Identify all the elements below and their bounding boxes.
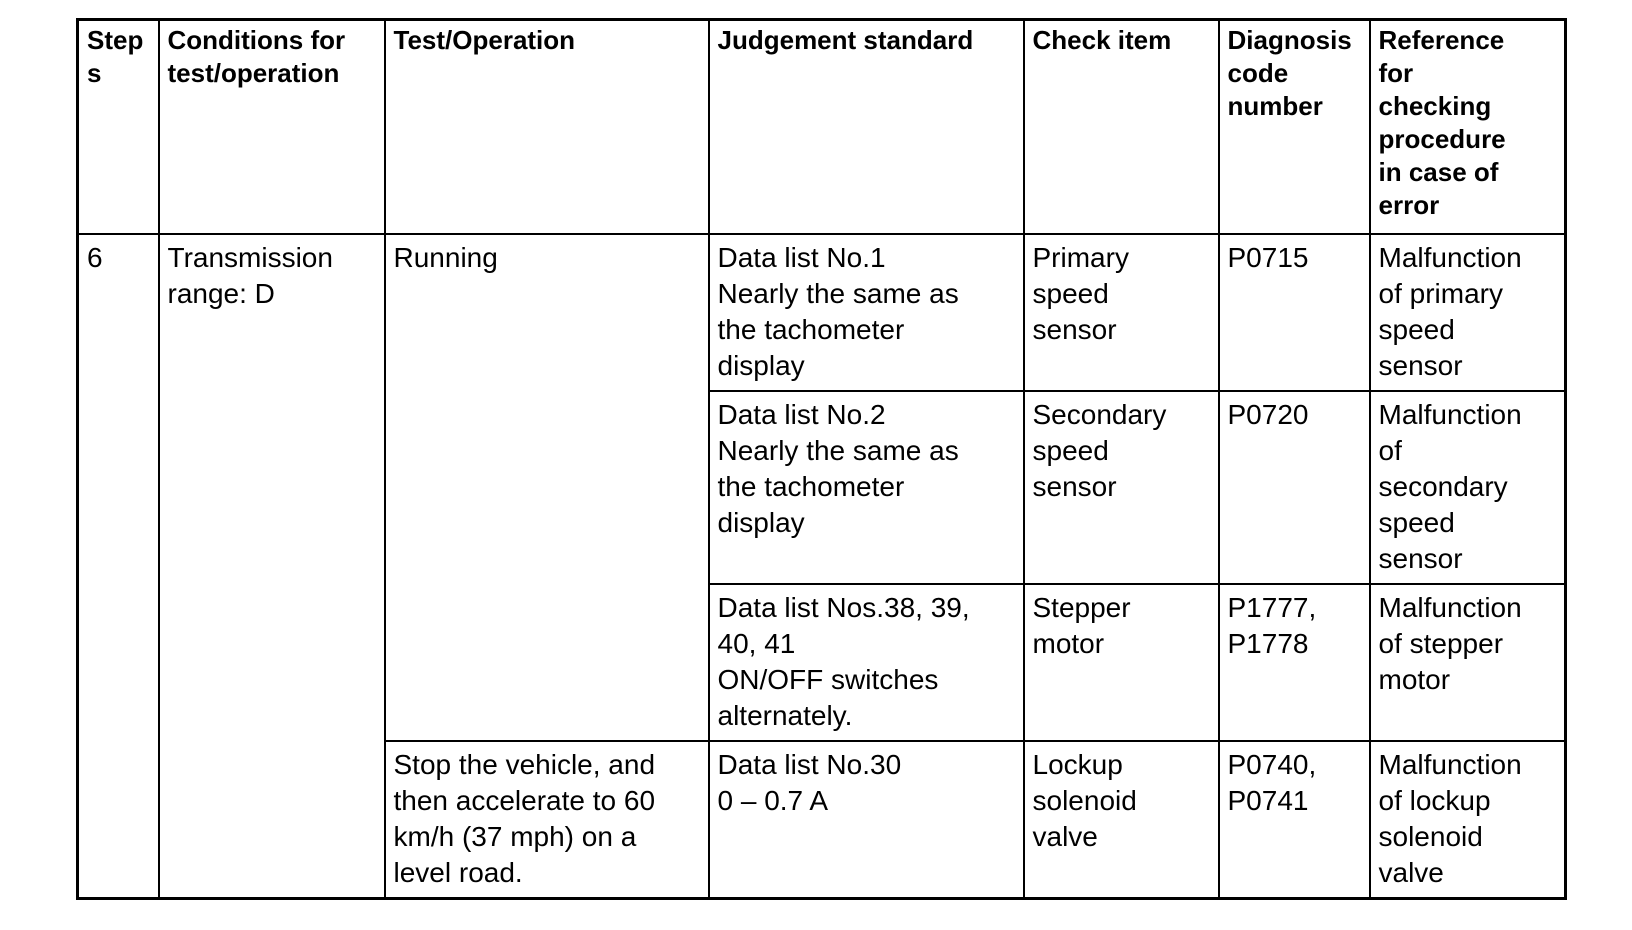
header-test-operation: Test/Operation: [385, 20, 709, 234]
check-item-cell: Secondary speed sensor: [1024, 391, 1219, 584]
diagnosis-table: [76, 18, 1567, 900]
header-reference: Reference for checking procedure in case of error: [1370, 20, 1566, 234]
judgement-cell: Data list No.30 0 – 0.7 A: [709, 741, 1024, 899]
reference-cell: Malfunction of stepper motor: [1370, 584, 1566, 741]
header-conditions: Conditions for test/operation: [159, 20, 385, 234]
condition-cell: Transmission range: D: [159, 234, 385, 899]
reference-cell: Malfunction of lockup solenoid valve: [1370, 741, 1566, 899]
header-check-item: Check item: [1024, 20, 1219, 234]
test-operation-cell: Stop the vehicle, and then accelerate to 60 km/h (37 mph) on a level road.: [385, 741, 709, 899]
diagnosis-code-cell: P0740, P0741: [1219, 741, 1370, 899]
check-item-cell: Lockup solenoid valve: [1024, 741, 1219, 899]
diagnosis-code-cell: P0715: [1219, 234, 1370, 391]
diagnosis-code-cell: P1777, P1778: [1219, 584, 1370, 741]
table-row: [78, 234, 1566, 391]
header-judgement-standard: Judgement standard: [709, 20, 1024, 234]
check-item-cell: Stepper motor: [1024, 584, 1219, 741]
reference-cell: Malfunction of primary speed sensor: [1370, 234, 1566, 391]
header-steps: Step s: [78, 20, 159, 234]
judgement-cell: Data list Nos.38, 39, 40, 41 ON/OFF switches alternately.: [709, 584, 1024, 741]
diagnosis-code-cell: P0720: [1219, 391, 1370, 584]
check-item-cell: Primary speed sensor: [1024, 234, 1219, 391]
header-diagnosis-code: Diagnosis code number: [1219, 20, 1370, 234]
reference-cell: Malfunction of secondary speed sensor: [1370, 391, 1566, 584]
judgement-cell: Data list No.2 Nearly the same as the tachometer display: [709, 391, 1024, 584]
header-row: [78, 20, 1566, 234]
judgement-cell: Data list No.1 Nearly the same as the tachometer display: [709, 234, 1024, 391]
test-operation-cell: Running: [385, 234, 709, 741]
step-number-cell: 6: [78, 234, 159, 899]
